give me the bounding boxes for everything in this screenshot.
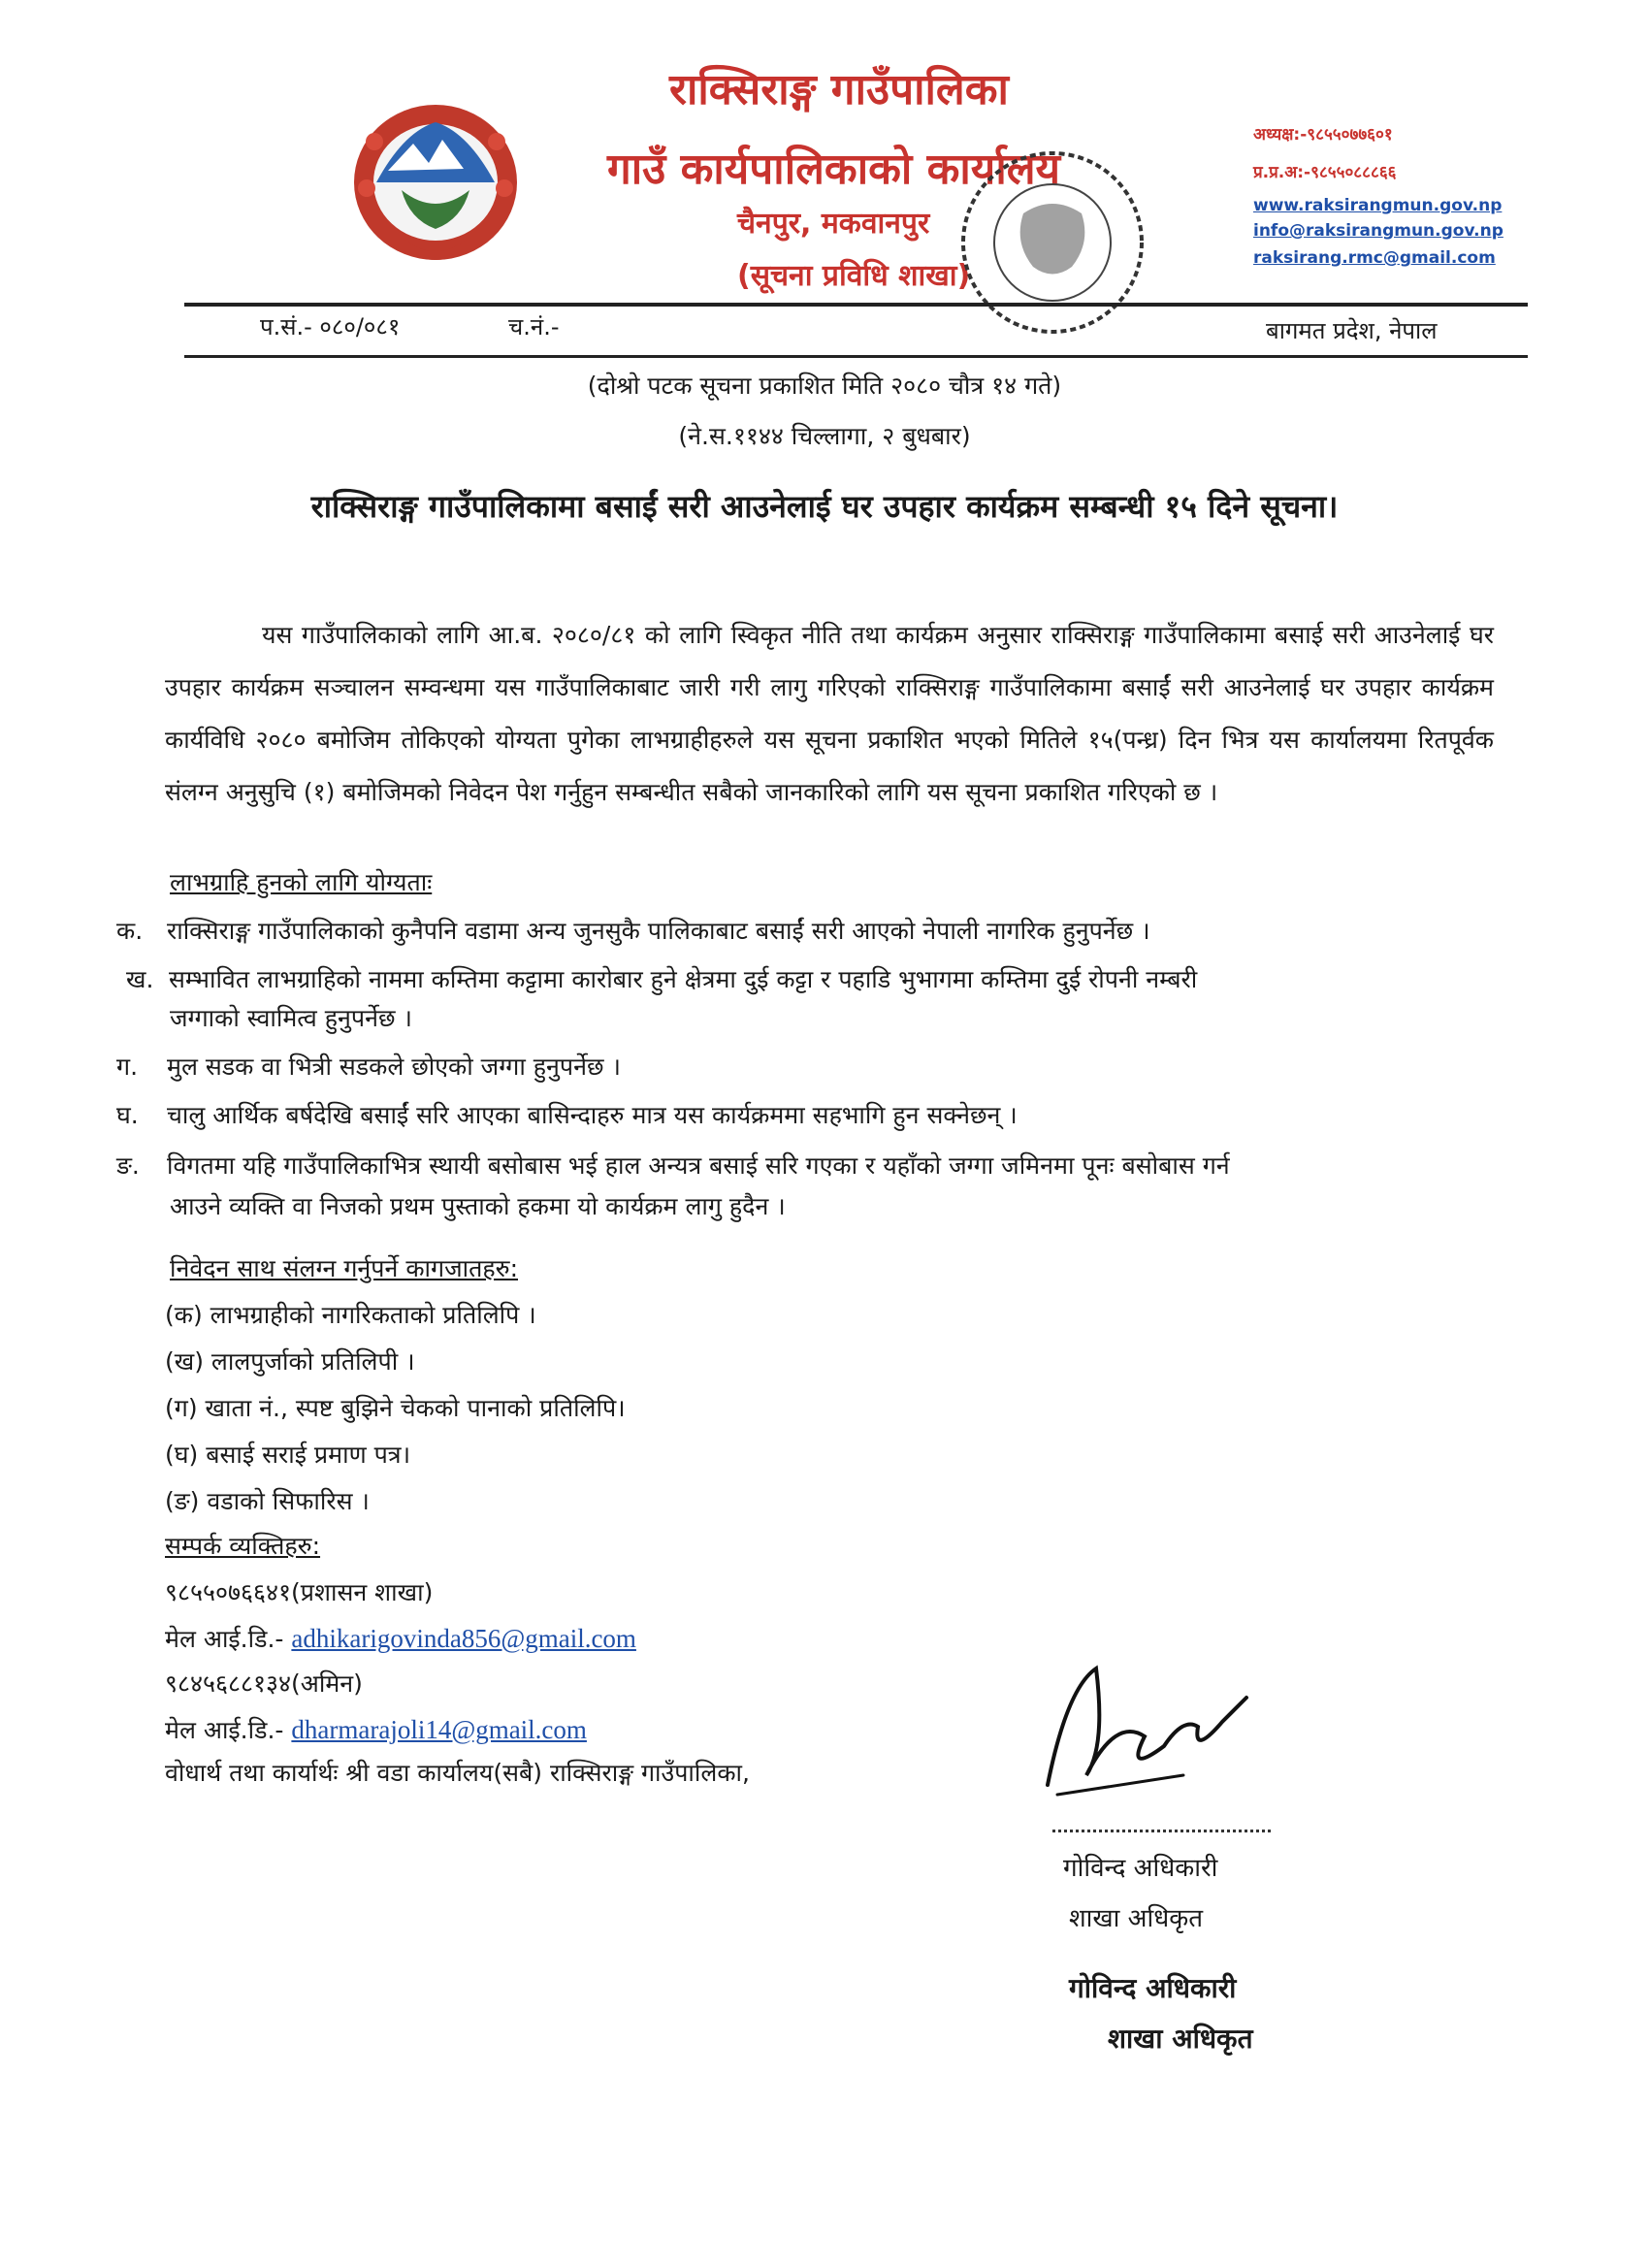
contact-phone-amin: ९८४५६८८१३४(अमिन) <box>165 1669 363 1698</box>
contact-email-link[interactable]: adhikarigovinda856@gmail.com <box>291 1624 636 1653</box>
item-text: राक्सिराङ्ग गाउँपालिकाको कुनैपनि वडामा अन्य जुनसुकै पालिकाबाट बसाईं सरी आएको नेपाली नागरिक हुनुपर्नेछ । <box>167 917 1150 945</box>
mail-label: मेल आई.डि.- <box>165 1716 292 1744</box>
contact-heading: सम्पर्क व्यक्तिहरु: <box>165 1532 321 1560</box>
info-email-link[interactable]: info@raksirangmun.gov.np <box>1253 221 1504 241</box>
cc-line: वोधार्थ तथा कार्यार्थः श्री वडा कार्यालय(सबै) राक्सिराङ्ग गाउँपालिका, <box>165 1759 750 1787</box>
name-stamp: गोविन्द अधिकारी <box>1069 1972 1237 2004</box>
province-name: बागमत प्रदेश, नेपाल <box>1266 317 1438 344</box>
eligibility-heading: लाभग्राहि हुनको लागि योग्यताः <box>170 868 433 896</box>
eligibility-item-continuation: जग्गाको स्वामित्व हुनुपर्नेछ । <box>170 1004 412 1032</box>
nepal-sambat-line: (ने.स.११४४ चिल्लागा, २ बुधबार) <box>678 422 971 450</box>
eligibility-item <box>126 962 1197 995</box>
rmc-email-link[interactable]: raksirang.rmc@gmail.com <box>1253 248 1496 268</box>
signature-dotted-line <box>1052 1830 1271 1832</box>
item-text: चालु आर्थिक बर्षदेखि बसाईं सरि आएका बासिन्दाहरु मात्र यस कार्यक्रममा सहभागि हुन सक्नेछन् । <box>167 1101 1018 1129</box>
item-text: सम्भावित लाभग्राहिको नाममा कम्तिमा कट्टामा कारोबार हुने क्षेत्रमा दुई कट्टा र पहाडि भुभागमा कम्तिमा दुई रोपनी नम्बरी <box>169 965 1198 993</box>
notice-title: राक्सिराङ्ग गाउँपालिकामा बसाईं सरी आउनेलाई घर उपहार कार्यक्रम सम्बन्धी १५ दिने सूचना। <box>310 488 1339 525</box>
document-item: (ङ) वडाको सिफारिस । <box>165 1487 370 1515</box>
org-name: राक्सिराङ्ग गाउँपालिका <box>669 65 1009 114</box>
signatory-name: गोविन्द अधिकारी <box>1063 1854 1218 1883</box>
item-text: मुल सडक वा भित्री सडकले छोएको जग्गा हुनुपर्नेछ । <box>167 1053 621 1081</box>
document-item: (घ) बसाई सराई प्रमाण पत्र। <box>165 1441 411 1469</box>
eligibility-item <box>116 1050 621 1083</box>
nepal-emblem-icon <box>345 93 526 268</box>
cao-phone: प्र.प्र.अ:-९८५५०८८८६६ <box>1253 163 1397 182</box>
mail-label: मेल आई.डि.- <box>165 1625 292 1653</box>
office-stamp <box>955 146 1149 340</box>
chair-phone: अध्यक्ष:-९८५५०७७६०१ <box>1253 125 1393 145</box>
contact-email-link[interactable]: dharmarajoli14@gmail.com <box>291 1715 587 1744</box>
document-item: (क) लाभग्राहीको नागरिकताको प्रतिलिपि । <box>165 1301 536 1329</box>
website-link[interactable]: www.raksirangmun.gov.np <box>1253 196 1503 215</box>
notice-body: यस गाउँपालिकाको लागि आ.ब. २०८०/८१ को लागि स्विकृत नीति तथा कार्यक्रम अनुसार राक्सिराङ्ग गाउँपालिकामा बसाई सरी आउनेलाई घर उपहार कार्यक्रम सञ्चालन सम्वन्धमा यस गाउँपालिकाबाट जारी गरी लागु गरिएको राक्सिराङ्ग गाउँपालिकामा बसाईं सरी आउनेलाई घर उपहार कार्यक्रम कार्यविधि २०८० बमोजिम तोकिएको योग्यता पुगेका लाभग्राहीहरुले यस सूचना प्रकाशित भएको मितिले १५(पन्ध्र) दिन भित्र यस कार्यालयमा रितपूर्वक संलग्न अनुसुचि (१) बमोजिमको निवेदन पेश गर्नुहुन सम्बन्धीत सबैको जानकारिको लागि यस सूचना प्रकाशित गरिएको छ । <box>165 621 1494 806</box>
handwritten-signature <box>1028 1630 1261 1814</box>
contact-email-row <box>165 1622 636 1655</box>
item-marker: घ. <box>116 1101 139 1129</box>
reference-number: प.सं.- ०८०/०८१ <box>260 313 401 340</box>
signatory-designation: शाखा अधिकृत <box>1069 1904 1204 1933</box>
emblem-logo <box>345 93 526 268</box>
item-marker: ख. <box>126 965 154 993</box>
item-marker: ग. <box>116 1053 139 1081</box>
contact-phone-admin: ९८५५०७६६४१(प्रशासन शाखा) <box>165 1578 434 1606</box>
eligibility-item-continuation: आउने व्यक्ति वा निजको प्रथम पुस्ताको हकमा यो कार्यक्रम लागु हुदैन । <box>170 1192 786 1220</box>
documents-heading: निवेदन साथ संलग्न गर्नुपर्ने कागजातहरु: <box>170 1254 518 1282</box>
item-marker: ङ. <box>116 1151 140 1180</box>
office-address: चैनपुर, मकवानपुर <box>737 207 930 241</box>
eligibility-item <box>116 1149 1230 1182</box>
eligibility-item <box>116 914 1150 947</box>
dispatch-number: च.नं.- <box>508 313 560 340</box>
office-name: गाउँ कार्यपालिकाको कार्यालय <box>607 145 1061 194</box>
designation-stamp: शाखा अधिकृत <box>1108 2023 1253 2055</box>
item-text: विगतमा यहि गाउँपालिकाभित्र स्थायी बसोबास भई हाल अन्यत्र बसाई सरि गएका र यहाँको जग्गा जमिनमा पूनः बसोबास गर्न <box>167 1151 1230 1180</box>
eligibility-item <box>116 1098 1018 1131</box>
section-name: (सूचना प्रविधि शाखा) <box>737 259 971 293</box>
item-marker: क. <box>116 917 144 945</box>
document-item: (ख) लालपुर्जाको प्रतिलिपी । <box>165 1347 415 1376</box>
contact-email-row <box>165 1713 587 1746</box>
header-rule-top <box>184 303 1528 307</box>
header-rule-bottom <box>184 355 1528 358</box>
published-date-line: (दोश्रो पटक सूचना प्रकाशित मिति २०८० चौत्र १४ गते) <box>587 372 1062 400</box>
document-item: (ग) खाता नं., स्पष्ट बुझिने चेकको पानाको प्रतिलिपि। <box>165 1394 626 1422</box>
